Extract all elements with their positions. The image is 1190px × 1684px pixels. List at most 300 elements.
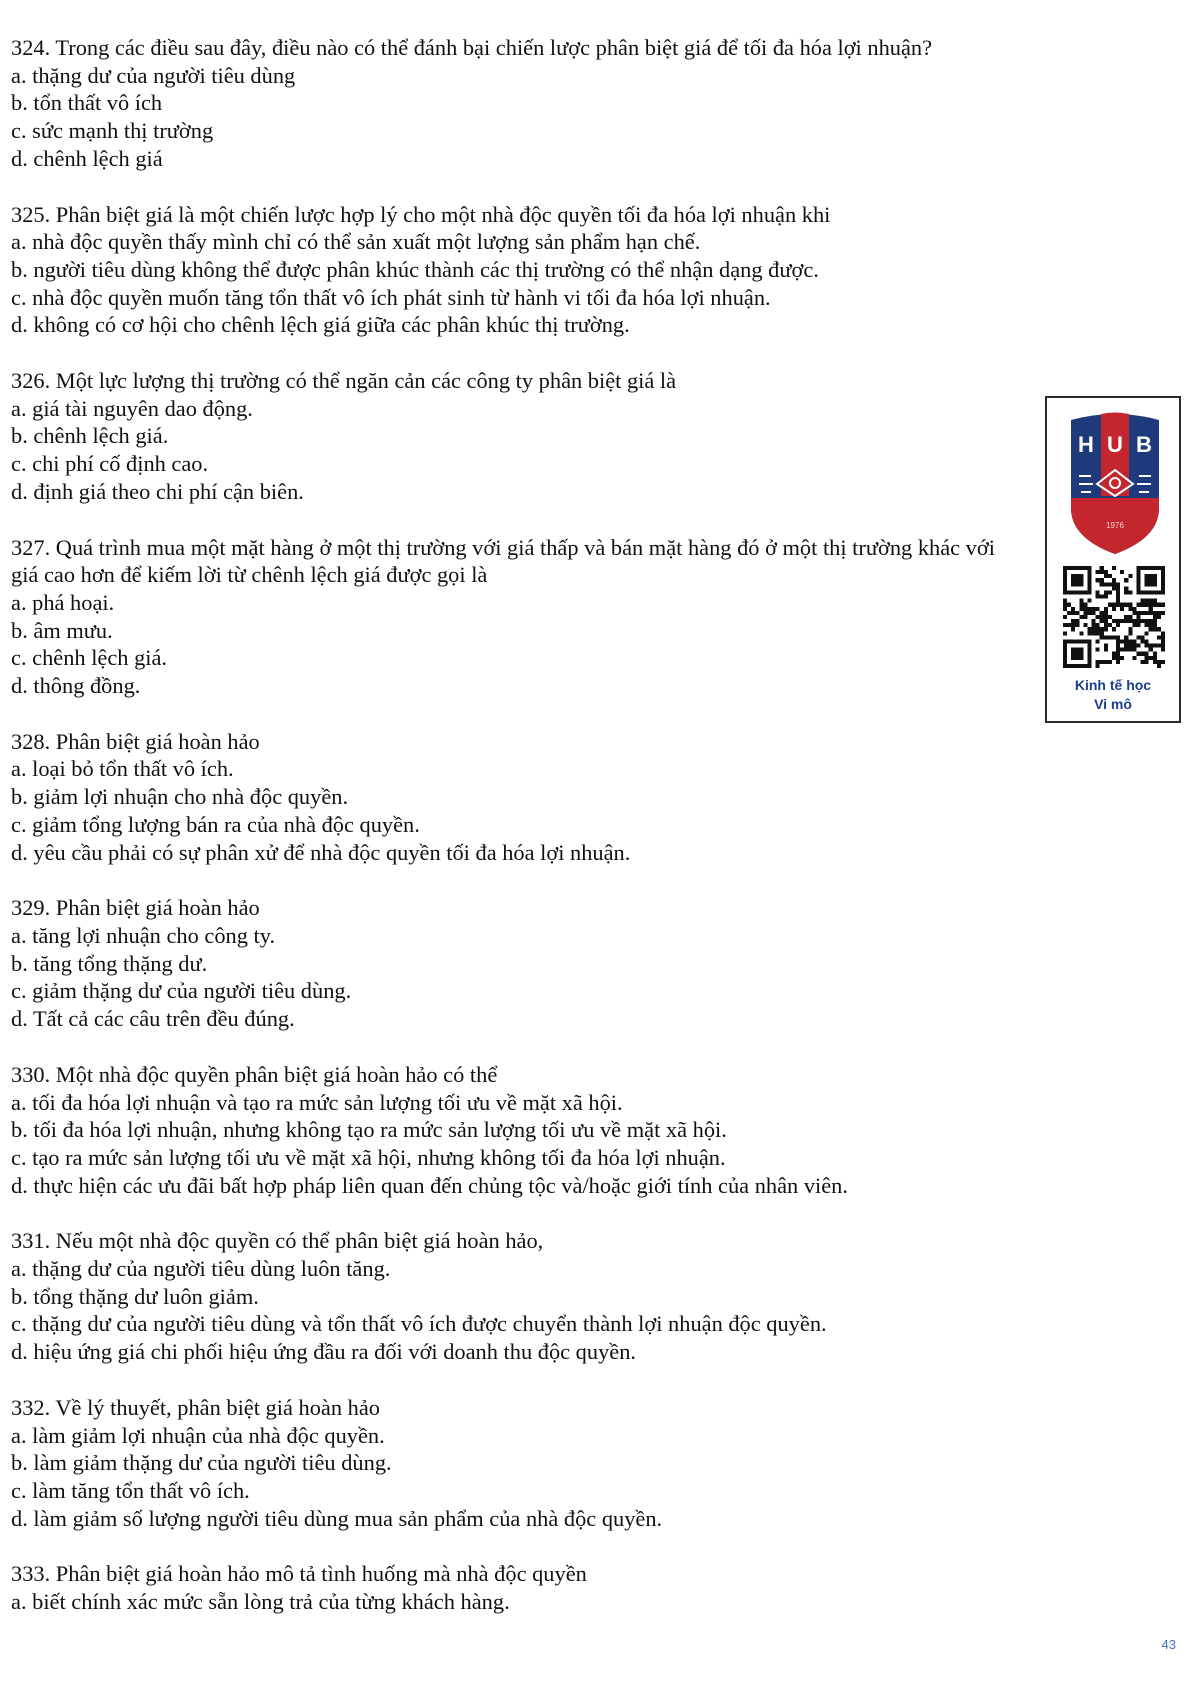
qr-module [1116,586,1120,590]
qr-module [1141,599,1145,603]
qr-module [1108,635,1112,639]
qr-module [1075,578,1079,582]
qr-module [1087,664,1091,668]
answer-option: c. thặng dư của người tiêu dùng và tổn thất vô ích được chuyển thành lợi nhuận độc quyền. [11,1311,827,1337]
answer-option: c. giảm tổng lượng bán ra của nhà độc quyền. [11,811,420,837]
answer-option: a. thặng dư của người tiêu dùng [11,62,296,88]
qr-module [1063,623,1067,627]
qr-module [1145,574,1149,578]
qr-module [1067,639,1071,643]
qr-module [1141,619,1145,623]
qr-module [1104,570,1108,574]
qr-module [1075,648,1079,652]
qr-module [1104,582,1108,586]
question-block [11,894,1031,1033]
qr-module [1145,623,1149,627]
answer-option: d. Tất cả các câu trên đều đúng. [11,1006,295,1032]
qr-module [1157,615,1161,619]
qr-module [1071,590,1075,594]
qr-module [1145,599,1149,603]
qr-module [1149,590,1153,594]
qr-module [1149,648,1153,652]
qr-module [1071,578,1075,582]
qr-module [1112,619,1116,623]
qr-module [1116,644,1120,648]
qr-module [1108,582,1112,586]
qr-module [1104,644,1108,648]
qr-module [1153,582,1157,586]
qr-module [1161,574,1165,578]
qr-module [1096,590,1100,594]
qr-module [1153,644,1157,648]
qr-module [1083,590,1087,594]
qr-module [1063,578,1067,582]
qr-module [1063,644,1067,648]
qr-module [1149,603,1153,607]
answer-option: d. yêu cầu phải có sự phân xử để nhà độc quyền tối đa hóa lợi nhuận. [11,839,631,865]
qr-module [1104,623,1108,627]
question-text: 327. Quá trình mua một mặt hàng ở một thị trường với giá thấp và bán mặt hàng đó ở một thị trường khác với giá cao hơn để kiếm lời từ chênh lệch giá được gọi là [11,534,995,588]
qr-module [1063,574,1067,578]
answer-option: d. thông đồng. [11,673,141,699]
qr-module [1063,615,1067,619]
qr-module [1108,623,1112,627]
question-text: 332. Về lý thuyết, phân biệt giá hoàn hảo [11,1394,380,1420]
qr-module [1071,648,1075,652]
answer-option: b. tăng tổng thặng dư. [11,950,208,976]
qr-module [1116,635,1120,639]
qr-module [1149,582,1153,586]
qr-module [1104,660,1108,664]
qr-module [1108,615,1112,619]
qr-module [1153,611,1157,615]
qr-module [1136,652,1140,656]
qr-module [1141,603,1145,607]
question-block [11,1394,1031,1533]
qr-module [1079,574,1083,578]
qr-module [1087,627,1091,631]
question-list [11,34,1031,1644]
qr-module [1096,615,1100,619]
qr-module [1067,664,1071,668]
qr-module [1116,648,1120,652]
qr-module [1149,611,1153,615]
qr-module [1145,566,1149,570]
qr-module [1087,599,1091,603]
qr-module [1124,635,1128,639]
qr-module [1087,566,1091,570]
qr-module [1124,639,1128,643]
qr-module [1071,627,1075,631]
qr-module [1063,582,1067,586]
qr-module [1116,652,1120,656]
qr-module [1153,619,1157,623]
qr-module [1075,590,1079,594]
qr-module [1132,619,1136,623]
qr-module [1149,644,1153,648]
qr-module [1157,635,1161,639]
qr-module [1096,578,1100,582]
qr-module [1083,607,1087,611]
answer-option: b. làm giảm thặng dư của người tiêu dùng. [11,1450,392,1476]
qr-module [1141,652,1145,656]
qr-module [1136,635,1140,639]
qr-module [1104,611,1108,615]
subject-line-2: Vi mô [1094,696,1132,712]
question-block [11,1061,1031,1200]
qr-module [1104,619,1108,623]
qr-module [1063,652,1067,656]
qr-module [1136,566,1140,570]
qr-module [1104,607,1108,611]
qr-module [1079,582,1083,586]
qr-module [1079,599,1083,603]
qr-module [1157,627,1161,631]
answer-option: b. tối đa hóa lợi nhuận, nhưng không tạo ra mức sản lượng tối ưu về mặt xã hội. [11,1117,727,1143]
qr-module [1141,566,1145,570]
qr-module [1149,619,1153,623]
qr-module [1124,603,1128,607]
qr-module [1071,582,1075,586]
qr-module [1071,611,1075,615]
qr-module [1112,582,1116,586]
answer-option: d. hiệu ứng giá chi phối hiệu ứng đầu ra đối với doanh thu độc quyền. [11,1339,636,1365]
answer-option: a. tối đa hóa lợi nhuận và tạo ra mức sản lượng tối ưu về mặt xã hội. [11,1089,623,1115]
question-text: 331. Nếu một nhà độc quyền có thể phân biệt giá hoàn hảo, [11,1228,544,1254]
qr-module [1104,590,1108,594]
qr-module [1100,566,1104,570]
question-block [11,728,1031,867]
qr-module [1141,660,1145,664]
qr-module [1161,590,1165,594]
qr-module [1116,599,1120,603]
qr-module [1149,627,1153,631]
qr-module [1124,578,1128,582]
qr-module [1149,599,1153,603]
qr-module [1128,644,1132,648]
qr-module [1149,607,1153,611]
qr-module [1132,611,1136,615]
qr-module [1087,652,1091,656]
qr-module [1104,615,1108,619]
qr-module [1145,611,1149,615]
qr-module [1075,623,1079,627]
qr-module [1108,590,1112,594]
qr-module [1153,652,1157,656]
qr-module [1075,566,1079,570]
qr-module [1136,623,1140,627]
qr-module [1087,656,1091,660]
answer-option: c. làm tăng tổn thất vô ích. [11,1477,250,1503]
qr-module [1092,623,1096,627]
logo-letter-u: U [1107,432,1123,457]
logo-letter-h: H [1078,432,1094,457]
qr-module [1153,599,1157,603]
logo-letter-b: B [1136,432,1152,457]
qr-module [1120,603,1124,607]
qr-module [1063,586,1067,590]
qr-module [1071,623,1075,627]
qr-module [1145,582,1149,586]
qr-module [1071,639,1075,643]
qr-module [1153,578,1157,582]
qr-module [1136,570,1140,574]
qr-module [1087,574,1091,578]
qr-module [1063,648,1067,652]
qr-module [1083,566,1087,570]
qr-module [1136,574,1140,578]
qr-module [1079,607,1083,611]
qr-module [1075,582,1079,586]
qr-module [1087,570,1091,574]
qr-module [1083,615,1087,619]
qr-module [1112,656,1116,660]
qr-module [1071,607,1075,611]
qr-module [1136,603,1140,607]
qr-module [1100,635,1104,639]
qr-module [1120,570,1124,574]
answer-option: b. tổng thặng dư luôn giảm. [11,1283,259,1309]
qr-module [1092,619,1096,623]
qr-module [1087,660,1091,664]
qr-module [1124,619,1128,623]
qr-module [1067,590,1071,594]
answer-option: a. thặng dư của người tiêu dùng luôn tăng. [11,1256,391,1282]
qr-module [1063,607,1067,611]
qr-module [1096,631,1100,635]
hub-shield-logo [1067,410,1163,556]
qr-module [1071,619,1075,623]
qr-module [1083,603,1087,607]
qr-module [1157,664,1161,668]
qr-module [1112,603,1116,607]
qr-module [1128,607,1132,611]
qr-module [1116,603,1120,607]
answer-option: a. nhà độc quyền thấy mình chỉ có thể sản xuất một lượng sản phẩm hạn chế. [11,229,701,255]
qr-module [1108,574,1112,578]
qr-module [1108,603,1112,607]
qr-module [1153,660,1157,664]
qr-module [1136,611,1140,615]
question-text: 329. Phân biệt giá hoàn hảo [11,895,260,921]
qr-module [1149,578,1153,582]
qr-module [1145,639,1149,643]
qr-module [1161,566,1165,570]
qr-module [1153,566,1157,570]
qr-module [1145,644,1149,648]
qr-module [1096,623,1100,627]
qr-module [1071,566,1075,570]
qr-module [1161,631,1165,635]
qr-module [1132,639,1136,643]
qr-module [1075,652,1079,656]
logo-year: 1976 [1106,521,1124,530]
question-block [11,1227,1031,1366]
qr-module [1128,639,1132,643]
qr-module [1071,652,1075,656]
answer-option: a. biết chính xác mức sẵn lòng trả của từng khách hàng. [11,1589,510,1615]
qr-module [1132,644,1136,648]
qr-module [1079,566,1083,570]
qr-module [1063,631,1067,635]
qr-module [1071,656,1075,660]
qr-module [1161,582,1165,586]
qr-module [1096,639,1100,643]
answer-option: c. chênh lệch giá. [11,645,168,671]
qr-module [1112,627,1116,631]
qr-module [1087,578,1091,582]
qr-module [1149,656,1153,660]
qr-module [1161,578,1165,582]
answer-option: c. giảm thặng dư của người tiêu dùng. [11,978,352,1004]
qr-module [1136,590,1140,594]
qr-module [1153,603,1157,607]
qr-module [1124,590,1128,594]
qr-module [1116,639,1120,643]
qr-module [1120,639,1124,643]
qr-module [1087,590,1091,594]
qr-module [1079,652,1083,656]
answer-option: c. tạo ra mức sản lượng tối ưu về mặt xã hội, nhưng không tối đa hóa lợi nhuận. [11,1144,726,1170]
question-text: 330. Một nhà độc quyền phân biệt giá hoàn hảo có thể [11,1061,498,1087]
qr-module [1153,627,1157,631]
qr-module [1161,603,1165,607]
answer-option: d. làm giảm số lượng người tiêu dùng mua sản phẩm của nhà độc quyền. [11,1505,663,1531]
qr-module [1149,623,1153,627]
qr-module [1161,648,1165,652]
qr-module [1096,607,1100,611]
qr-module [1100,615,1104,619]
qr-module [1104,635,1108,639]
qr-module [1136,615,1140,619]
qr-module [1100,595,1104,599]
answer-option: b. chênh lệch giá. [11,423,169,449]
qr-module [1063,603,1067,607]
qr-module [1116,660,1120,664]
qr-module [1087,582,1091,586]
answer-option: c. nhà độc quyền muốn tăng tổn thất vô ích phát sinh từ hành vi tối đa hóa lợi nhuận. [11,284,771,310]
qr-module [1079,639,1083,643]
qr-module [1079,656,1083,660]
qr-module [1083,623,1087,627]
qr-module [1136,582,1140,586]
qr-module [1104,595,1108,599]
question-block [11,367,1031,506]
qr-code-icon[interactable] [1063,566,1165,668]
qr-module [1161,586,1165,590]
qr-module [1132,623,1136,627]
answer-option: d. không có cơ hội cho chênh lệch giá giữa các phân khúc thị trường. [11,312,630,338]
qr-module [1112,578,1116,582]
qr-module [1083,664,1087,668]
answer-option: a. tăng lợi nhuận cho công ty. [11,922,276,948]
question-text: 324. Trong các điều sau đây, điều nào có thể đánh bại chiến lược phân biệt giá để tối đa hóa lợi nhuận? [11,35,933,60]
qr-module [1079,603,1083,607]
qr-module [1161,639,1165,643]
qr-module [1145,590,1149,594]
qr-module [1120,619,1124,623]
qr-module [1145,619,1149,623]
qr-module [1100,631,1104,635]
qr-module [1157,611,1161,615]
qr-module [1128,619,1132,623]
qr-module [1116,595,1120,599]
qr-module [1096,664,1100,668]
qr-module [1116,582,1120,586]
qr-module [1116,623,1120,627]
qr-module [1104,574,1108,578]
qr-module [1132,648,1136,652]
qr-module [1067,566,1071,570]
answer-option: d. chênh lệch giá [11,145,163,171]
qr-module [1100,660,1104,664]
qr-module [1112,652,1116,656]
qr-module [1141,590,1145,594]
qr-module [1075,611,1079,615]
qr-module [1096,595,1100,599]
qr-module [1116,656,1120,660]
qr-module [1124,648,1128,652]
qr-module [1124,615,1128,619]
qr-module [1112,566,1116,570]
qr-module [1075,574,1079,578]
qr-module [1161,611,1165,615]
qr-module [1100,570,1104,574]
qr-module [1067,603,1071,607]
qr-module [1108,660,1112,664]
qr-module [1075,639,1079,643]
qr-module [1087,639,1091,643]
qr-module [1153,574,1157,578]
question-text: 326. Một lực lượng thị trường có thể ngăn cản các công ty phân biệt giá là [11,368,677,394]
qr-module [1141,639,1145,643]
question-text: 328. Phân biệt giá hoàn hảo [11,728,260,754]
qr-module [1157,566,1161,570]
qr-module [1128,631,1132,635]
qr-module [1079,648,1083,652]
qr-module [1067,611,1071,615]
qr-module [1096,627,1100,631]
qr-module [1128,648,1132,652]
qr-module [1161,635,1165,639]
qr-module [1063,566,1067,570]
answer-option: a. làm giảm lợi nhuận của nhà độc quyền. [11,1422,385,1448]
page-number: 43 [1161,1637,1176,1652]
qr-module [1136,644,1140,648]
qr-module [1087,648,1091,652]
qr-module [1063,599,1067,603]
qr-module [1092,611,1096,615]
answer-option: a. phá hoại. [11,589,115,615]
qr-module [1128,627,1132,631]
qr-module [1079,615,1083,619]
qr-module [1128,615,1132,619]
qr-module [1161,660,1165,664]
qr-module [1071,664,1075,668]
question-text: 333. Phân biệt giá hoàn hảo mô tả tình huống mà nhà độc quyền [11,1561,587,1587]
qr-module [1136,586,1140,590]
qr-module [1128,574,1132,578]
question-block [11,201,1031,340]
qr-module [1112,607,1116,611]
qr-module [1075,656,1079,660]
qr-module [1136,619,1140,623]
qr-module [1100,582,1104,586]
qr-module [1120,648,1124,652]
answer-option: b. âm mưu. [11,617,113,643]
qr-module [1067,623,1071,627]
qr-module [1063,570,1067,574]
